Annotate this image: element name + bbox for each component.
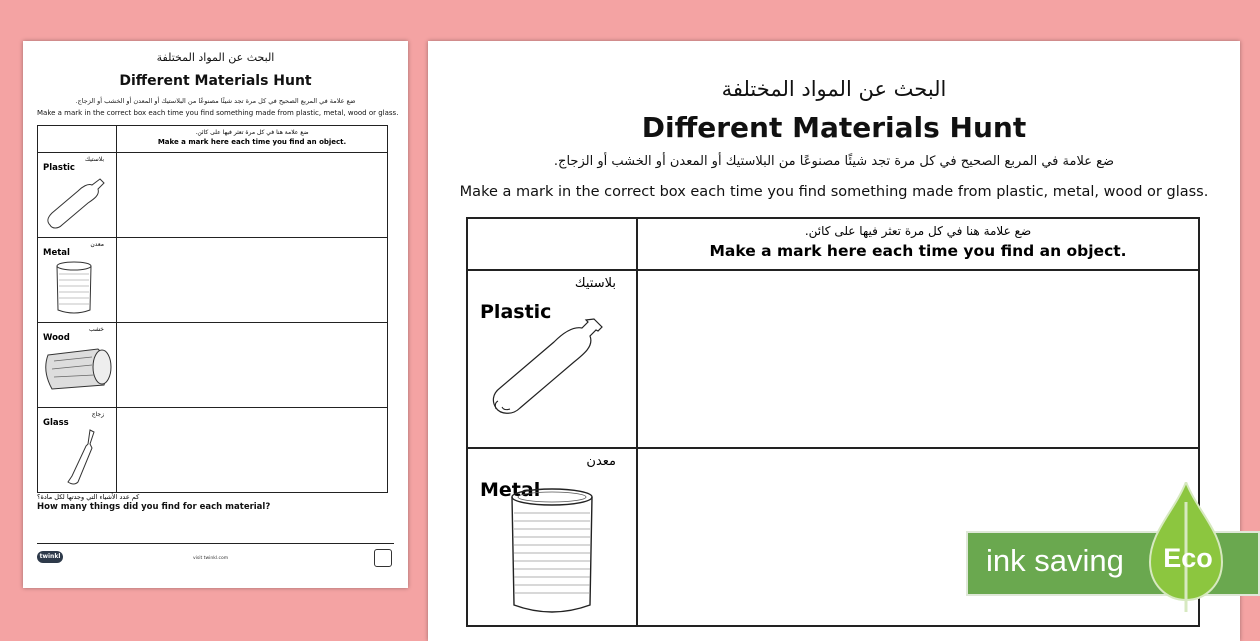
tally-cell-wood[interactable] — [117, 323, 388, 408]
material-cell-wood — [38, 323, 117, 408]
header-cell — [117, 126, 388, 153]
material-arabic: خشب — [89, 326, 104, 333]
tin-can-icon — [506, 487, 598, 617]
material-arabic: معدن — [586, 454, 616, 469]
header-empty-cell — [467, 218, 637, 270]
material-label: Metal — [43, 248, 70, 258]
material-label: Plastic — [480, 301, 552, 323]
english-instruction: Make a mark in the correct box each time you find something made from plastic, metal, wood or glass. — [37, 109, 399, 117]
arabic-title: البحث عن المواد المختلفة — [156, 51, 275, 64]
tally-cell-plastic[interactable] — [117, 153, 388, 238]
wood-log-icon — [42, 345, 114, 393]
question-arabic: كم عدد الأشياء التي وجدتها لكل مادة؟ — [37, 493, 140, 501]
tally-cell-metal[interactable] — [117, 238, 388, 323]
material-label: Plastic — [43, 163, 75, 173]
header-arabic: ضع علامة هنا في كل مرة تعثر فيها على كائن. — [195, 129, 309, 136]
tally-cell-plastic[interactable] — [637, 270, 1199, 448]
header-cell — [637, 218, 1199, 270]
material-cell-plastic — [38, 153, 117, 238]
eco-label: Eco — [1163, 543, 1213, 573]
tally-cell-glass[interactable] — [117, 408, 388, 493]
english-title: Different Materials Hunt — [119, 73, 312, 89]
glass-bottle-icon — [62, 428, 98, 488]
arabic-instruction: ضع علامة في المربع الصحيح في كل مرة تجد شيئًا مصنوعًا من البلاستيك أو المعدن أو الخشب أو الزجاج. — [75, 97, 356, 105]
material-label: Glass — [43, 418, 69, 428]
material-cell-plastic — [467, 270, 637, 448]
footer-url: visit twinkl.com — [193, 556, 229, 561]
plastic-bottle-icon — [44, 175, 106, 233]
material-label: Metal — [480, 479, 541, 501]
material-arabic: زجاج — [91, 411, 104, 418]
twinkl-logo: twinkl — [37, 551, 63, 563]
header-arabic: ضع علامة هنا في كل مرة تعثر فيها على كائن. — [804, 224, 1032, 238]
material-arabic: بلاستيك — [574, 276, 616, 291]
plastic-bottle-icon — [482, 315, 612, 425]
header-empty-cell — [38, 126, 117, 153]
arabic-instruction: ضع علامة في المربع الصحيح في كل مرة تجد شيئًا مصنوعًا من البلاستيك أو المعدن أو الخشب أو الزجاج. — [553, 154, 1115, 169]
english-instruction: Make a mark in the correct box each time you find something made from plastic, metal, wood or glass. — [459, 184, 1209, 200]
question-english: How many things did you find for each material? — [37, 502, 271, 512]
material-arabic: معدن — [90, 241, 104, 248]
footer-divider — [37, 543, 394, 544]
arabic-title: البحث عن المواد المختلفة — [721, 77, 947, 101]
header-english: Make a mark here each time you find an object. — [709, 242, 1127, 260]
ink-saving-text: ink saving — [986, 543, 1124, 578]
header-english: Make a mark here each time you find an object. — [157, 138, 347, 146]
material-cell-glass — [38, 408, 117, 493]
material-cell-metal — [38, 238, 117, 323]
worksheet-thumbnail-page — [23, 41, 408, 588]
material-cell-metal — [467, 448, 637, 626]
english-title: Different Materials Hunt — [641, 111, 1027, 144]
material-arabic: بلاستيك — [85, 156, 104, 163]
tin-can-icon — [54, 260, 94, 316]
eco-logo-icon — [374, 549, 392, 567]
material-label: Wood — [43, 333, 70, 343]
materials-table — [37, 125, 388, 493]
